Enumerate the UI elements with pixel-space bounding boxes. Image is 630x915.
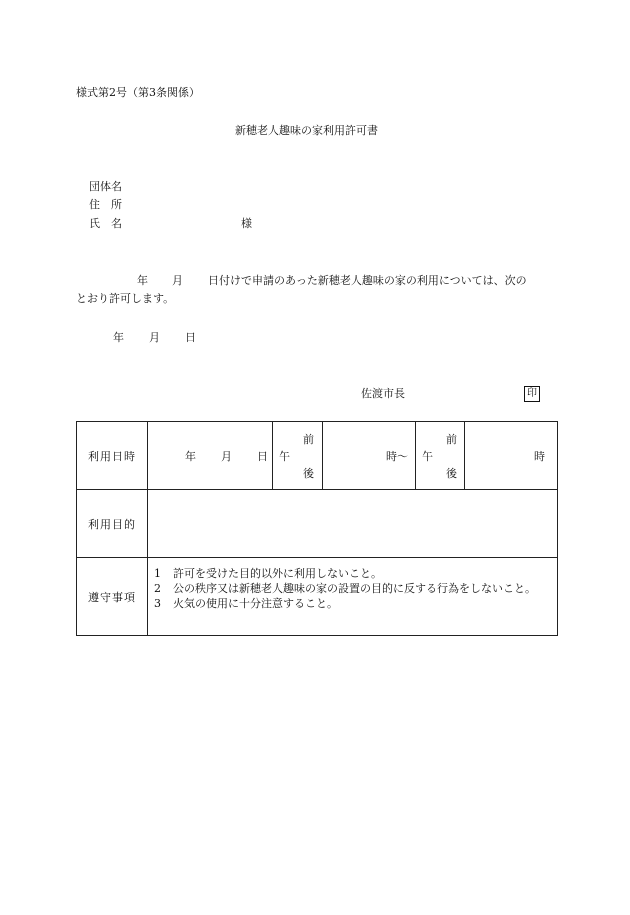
ampm-end-cell (416, 422, 465, 490)
rule-number: 2 (154, 582, 161, 595)
name-label: 氏 名 (89, 217, 122, 230)
honorific-sama: 様 (241, 217, 252, 230)
body-month: 月 (172, 274, 183, 287)
rule-number: 1 (154, 567, 161, 580)
usage-datetime-row (77, 422, 558, 490)
purpose-label: 利用目的 (77, 490, 148, 558)
am-label-end: 前 (446, 433, 457, 446)
noon-label-end: 午 (422, 450, 433, 463)
purpose-value (148, 490, 558, 558)
pm-label-end: 後 (446, 467, 457, 480)
rule-text: 火気の使用に十分注意すること。 (173, 597, 338, 610)
document-title: 新穂老人趣味の家利用許可書 (235, 124, 378, 137)
rule-item (154, 566, 551, 581)
rule-item (154, 596, 551, 611)
permit-table (76, 421, 558, 636)
rule-text: 許可を受けた目的以外に利用しないこと。 (173, 567, 382, 580)
hour-from-label: 時～ (386, 450, 408, 463)
body-text-line2: とおり許可します。 (76, 292, 175, 305)
hour-start-cell (323, 422, 416, 490)
rule-number: 3 (154, 597, 161, 610)
issuer-title: 佐渡市長 (361, 387, 405, 400)
ampm-start-cell (273, 422, 323, 490)
hour-end-cell (465, 422, 558, 490)
rules-label: 遵守事項 (77, 558, 148, 636)
usage-datetime-label: 利用日時 (77, 422, 148, 490)
hour-to-label: 時 (534, 450, 545, 463)
issue-month: 月 (149, 331, 160, 344)
body-year: 年 (137, 274, 148, 287)
rules-list (148, 558, 558, 636)
org-name-label: 団体名 (89, 180, 122, 193)
purpose-row (77, 490, 558, 558)
address-label: 住 所 (89, 198, 122, 211)
usage-month: 月 (221, 450, 232, 463)
am-label-start: 前 (303, 433, 314, 446)
usage-date-cell (148, 422, 273, 490)
noon-label-start: 午 (279, 450, 290, 463)
rule-item (154, 581, 551, 596)
rule-text: 公の秩序又は新穂老人趣味の家の設置の目的に反する行為をしないこと。 (173, 582, 536, 595)
issue-year: 年 (113, 331, 124, 344)
body-text-line1: 日付けで申請のあった新穂老人趣味の家の利用については、次の (208, 274, 527, 287)
usage-day: 日 (257, 450, 268, 463)
rules-row (77, 558, 558, 636)
usage-year: 年 (185, 450, 196, 463)
pm-label-start: 後 (303, 467, 314, 480)
form-number: 様式第2号（第3条関係） (76, 86, 200, 99)
seal-mark: 印 (524, 386, 540, 402)
issue-day: 日 (185, 331, 196, 344)
